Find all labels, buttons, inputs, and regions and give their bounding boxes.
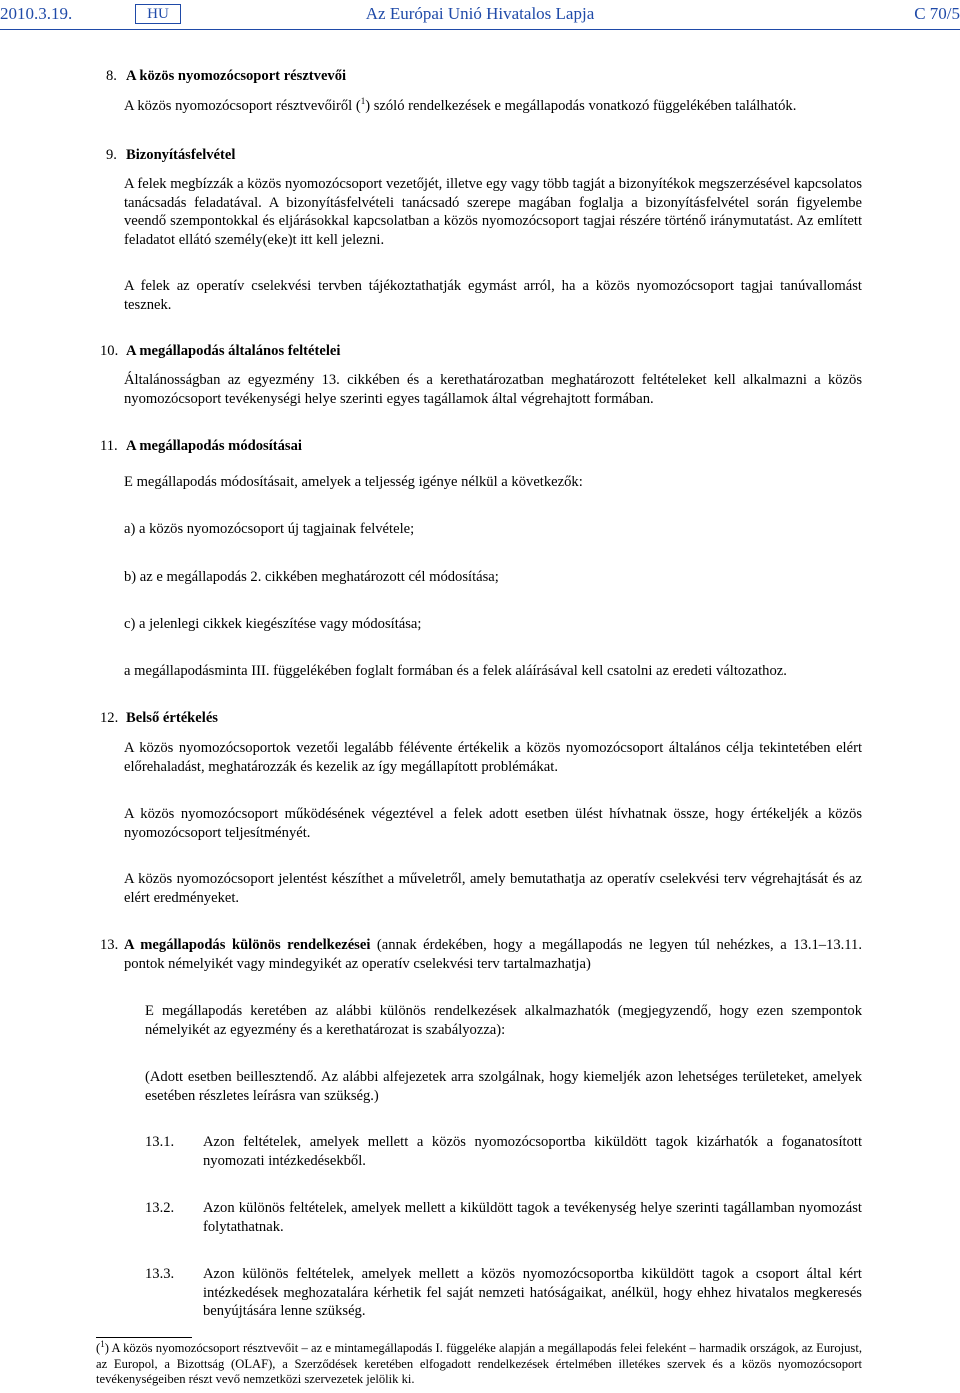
section-12-paragraph-1: A közös nyomozócsoportok vezetői legalább félévente értékelik a közös nyomozócsoport általános célja tekintetében elért előrehaladást, meghatározzák és kezelik az így megállapított problémákat. bbox=[124, 740, 862, 775]
section-13-paragraph-1: E megállapodás keretében az alábbi különös rendelkezések alkalmazhatók (megjegyzendő, hogy ezen szempontok némelyikét az egyezmény és a kerethatározat is szabályozza): bbox=[145, 1003, 862, 1038]
section-10-title: A megállapodás általános feltételei bbox=[126, 343, 341, 359]
section-11-paragraph-1: E megállapodás módosításait, amelyek a teljesség igénye nélkül a következők: bbox=[124, 474, 583, 490]
section-12-title: Belső értékelés bbox=[126, 710, 218, 726]
section-11-item-c: c) a jelenlegi cikkek kiegészítése vagy módosítása; bbox=[124, 616, 422, 632]
footnote-number: 1 bbox=[100, 1338, 105, 1349]
section-11-title: A megállapodás módosításai bbox=[126, 438, 302, 454]
section-8-text-b: ) szóló rendelkezések e megállapodás vonatkozó függelékében találhatók. bbox=[365, 98, 797, 114]
section-11-item-b: b) az e megállapodás 2. cikkében meghatározott cél módosítása; bbox=[124, 569, 499, 585]
list-item-text: Azon különös feltételek, amelyek mellett a közös nyomozócsoportba kiküldött tagok a csoport által kért intézkedések meghozatalára kérhetik fel saját nemzeti hatóságaikat, anélkül, hogy ehhez hivatalos megkeresés benyújtására lenne szükség. bbox=[203, 1266, 862, 1319]
section-10-paragraph: Általánosságban az egyezmény 13. cikkében és a kerethatározatban meghatározott feltételeket kell alkalmazni a közös nyomozócsoport tevékenységi helye szerinti egyes tagállamok által végrehajtott formában. bbox=[124, 372, 862, 407]
section-10-number: 10. bbox=[100, 343, 119, 359]
section-11-item-a: a) a közös nyomozócsoport új tagjainak felvétele; bbox=[124, 521, 415, 537]
section-8-number: 8. bbox=[106, 68, 117, 84]
section-8-title: A közös nyomozócsoport résztvevői bbox=[126, 68, 347, 84]
language-badge: HU bbox=[135, 4, 181, 24]
section-9-paragraph-2: A felek az operatív cselekvési tervben tájékoztathatják egymást arról, ha a közös nyomozócsoport tagjai tanúvallomást tesznek. bbox=[124, 278, 862, 313]
section-12-paragraph-3: A közös nyomozócsoport jelentést készíthet a műveletről, amely bemutathatja az operatív cselekvési terv végrehajtását és az elért eredményeket. bbox=[124, 871, 862, 906]
publication-date: 2010.3.19. bbox=[0, 4, 73, 23]
section-13-title: A megállapodás különös rendelkezései bbox=[124, 937, 371, 953]
journal-title: Az Európai Unió Hivatalos Lapja bbox=[365, 4, 595, 23]
section-11-paragraph-2: a megállapodásminta III. függelékében foglalt formában és a felek aláírásával kell csatolni az eredeti változathoz. bbox=[124, 663, 787, 679]
list-item-number: 13.1. bbox=[145, 1134, 175, 1150]
header-divider bbox=[0, 29, 960, 30]
section-8-text-a: A közös nyomozócsoport résztvevőiről ( bbox=[124, 98, 361, 114]
section-13-heading bbox=[124, 936, 862, 973]
section-13-paragraph-2: (Adott esetben beillesztendő. Az alábbi alfejezetek arra szolgálnak, hogy kiemeljék azon lehetséges területeket, amelyek esetében részletes leírásra van szükség.) bbox=[145, 1069, 862, 1104]
section-11-number: 11. bbox=[100, 438, 118, 454]
section-9-paragraph-1: A felek megbízzák a közös nyomozócsoport vezetőjét, illetve egy vagy több tagját a bizonyítékok megszerzésével kapcsolatos tanácsadás feladatával. A bizonyításfelvételi tanácsadó szerepe magában foglalja a bizonyításfelvétel során figyelembe veendő szempontokkal és eljárásokkal kapcsolatban a közös nyomozócsoport tagjai részére történő iránymutatást. Az említett feladatot ellátó személy(eke)t itt kell jelezni. bbox=[124, 176, 862, 248]
page-number: C 70/5 bbox=[914, 4, 960, 23]
list-item-number: 13.2. bbox=[145, 1200, 175, 1216]
section-9-title: Bizonyításfelvétel bbox=[126, 147, 236, 163]
section-12-paragraph-2: A közös nyomozócsoport működésének végeztével a felek adott esetben ülést hívhatnak össze, hogy értékeljék a közös nyomozócsoport teljesítményét. bbox=[124, 806, 862, 841]
footnote-text: A közös nyomozócsoport résztvevőit – az e mintamegállapodás I. függeléke alapján a megállapodás felei feleként – harmadik országok, az Eurojust, az Europol, a Bizottság (OLAF), a Szerződések keretében elfogadott rendelkezések értelmében illetékes szervek és a közös nyomozócsoport tevékenységeiben részt vevő nemzetközi szervezetek jelölik ki. bbox=[96, 1341, 862, 1386]
section-9-number: 9. bbox=[106, 147, 117, 163]
list-item-text: Azon különös feltételek, amelyek mellett a kiküldött tagok a tevékenység helye szerinti tagállamban nyomozást folytathatnak. bbox=[203, 1200, 862, 1235]
footnote-divider bbox=[96, 1337, 192, 1338]
list-item-number: 13.3. bbox=[145, 1266, 175, 1282]
footnote-ref[interactable]: 1 bbox=[360, 96, 366, 107]
list-item-text: Azon feltételek, amelyek mellett a közös nyomozócsoportba kiküldött tagok kizárhatók a foganatosított nyomozati intézkedésekből. bbox=[203, 1134, 862, 1169]
section-12-number: 12. bbox=[100, 710, 119, 726]
section-13-title-note: (annak érdekében, hogy a megállapodás ne legyen túl nehézkes, a 13.1–13.11. pontok némelyikét vagy mindegyikét az operatív cselekvési terv tartalmazhatja) bbox=[124, 937, 862, 972]
section-13-number: 13. bbox=[100, 937, 119, 953]
section-8-paragraph bbox=[124, 97, 884, 116]
footnote: ($^1$) A közös nyomozócsoport résztvevőit – az e mintamegállapodás I. függeléke alapján a megállapodás felei feleként – harmadik országok, az Eurojust, az Europol, a Bizottság (OLAF), a Szerződések keretében elfogadott rendelkezések értelmében illetékes szervek és a közös nyomozócsoport tevékenységeiben részt vevő nemzetközi szervezetek jelölik ki. bbox=[96, 1338, 862, 1386]
journal-header bbox=[0, 4, 960, 26]
